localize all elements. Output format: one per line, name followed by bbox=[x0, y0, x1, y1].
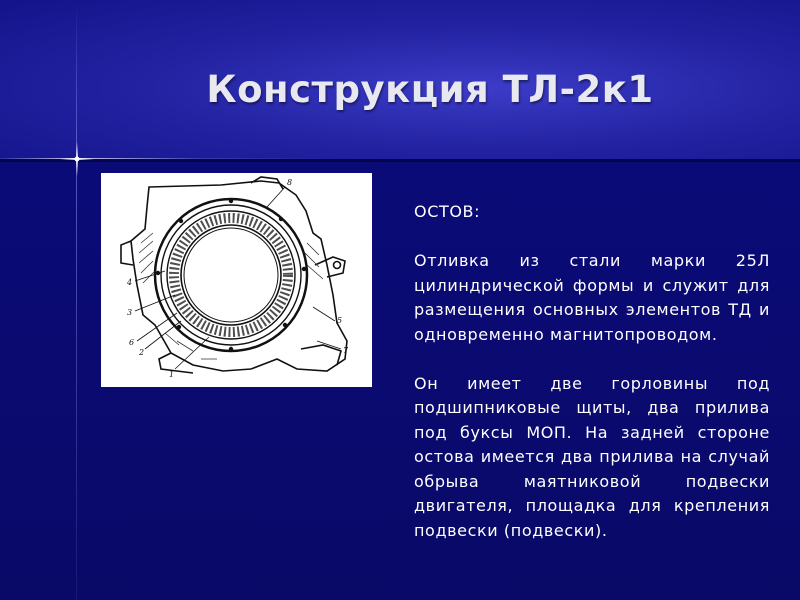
slide-title: Конструкция ТЛ-2к1 bbox=[206, 68, 654, 111]
section-heading: ОСТОВ: bbox=[414, 202, 481, 221]
description-paragraph: Он имеет две горловины под подшипниковые щиты, два прилива под буксы МОП. На задней стороне остова имеется два прилива на случай обрыва маятниковой подвески двигателя, площадка для крепления подвески (подвески). bbox=[414, 373, 770, 540]
callout-label: 4 bbox=[127, 278, 133, 287]
callout-label: 6 bbox=[129, 338, 135, 347]
callout-label: 3 bbox=[127, 308, 133, 317]
decorative-horizontal-line bbox=[0, 158, 330, 159]
callout-label: 8 bbox=[287, 178, 293, 187]
callout-label: 7 bbox=[343, 346, 349, 355]
body-text bbox=[414, 200, 770, 543]
sparkle-icon bbox=[60, 142, 94, 176]
callout-label: 1 bbox=[169, 370, 175, 379]
callout-label: 5 bbox=[337, 316, 343, 325]
description-paragraph: Отливка из стали марки 25Л цилиндрической формы и служит для размещения основных элементов ТД и одновременно магнитопроводом. bbox=[414, 251, 770, 344]
motor-frame-drawing bbox=[101, 173, 372, 387]
callout-label: 2 bbox=[139, 348, 145, 357]
